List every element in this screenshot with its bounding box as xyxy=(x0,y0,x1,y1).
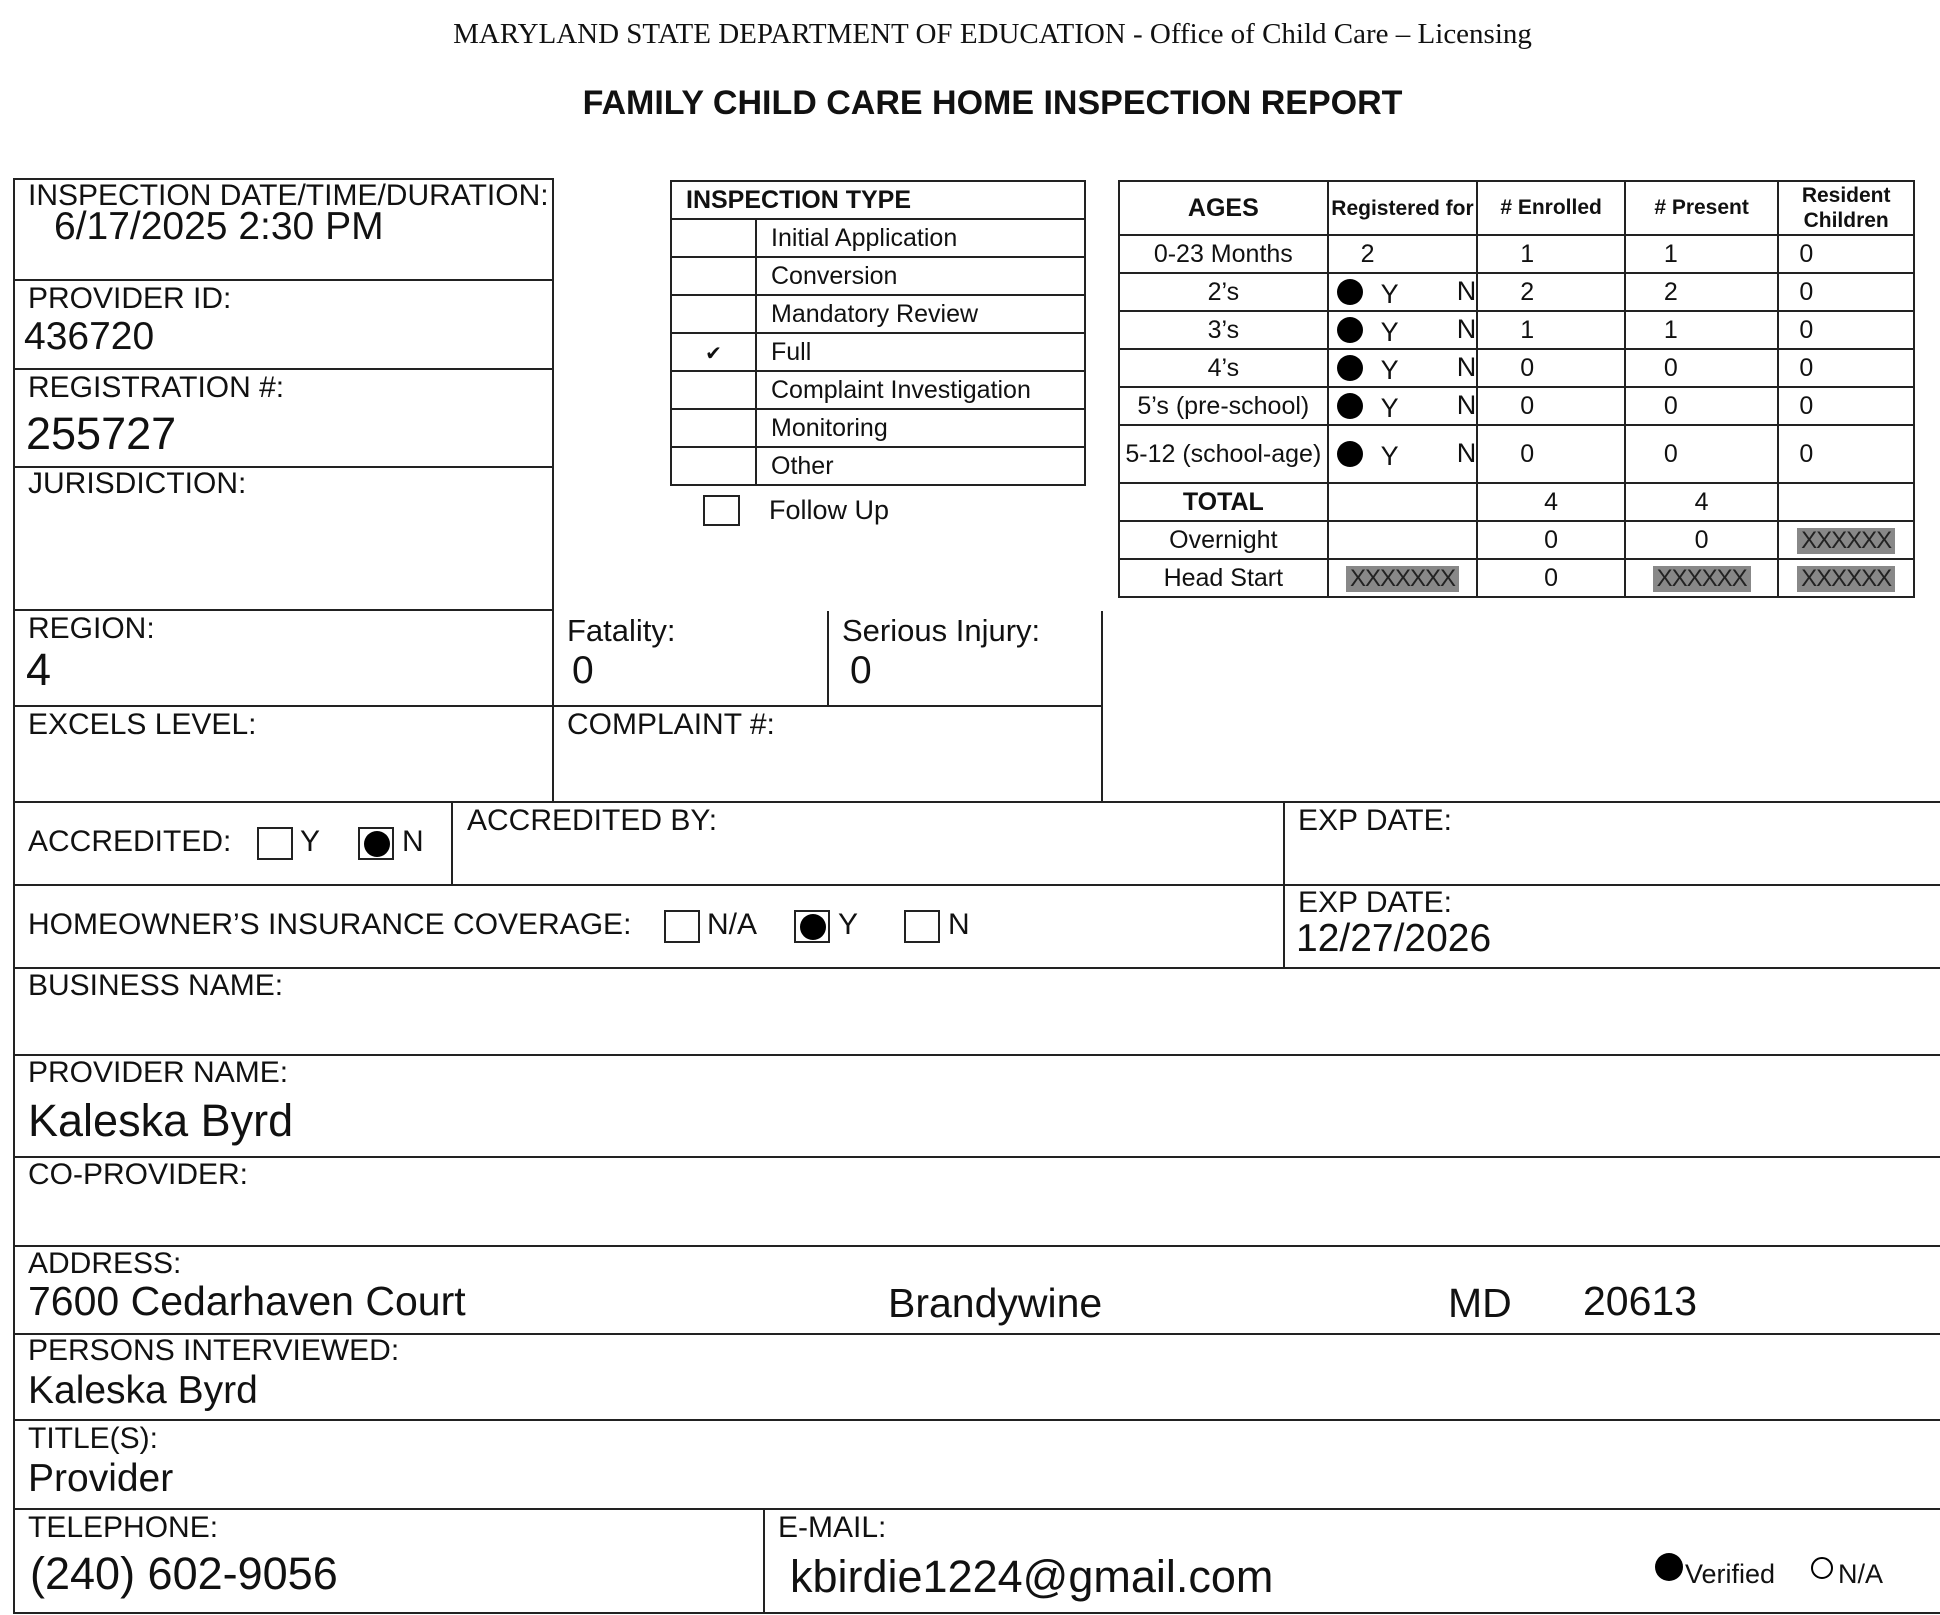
age-group-label: 5’s (pre-school) xyxy=(1119,387,1328,425)
accredited-by-label: ACCREDITED BY: xyxy=(467,804,718,837)
accred-exp-label: EXP DATE: xyxy=(1298,804,1452,837)
inspection-type-check-cell[interactable] xyxy=(671,219,756,257)
registered-cell xyxy=(1328,425,1478,483)
present-count: 0 xyxy=(1625,349,1778,387)
inspection-type-option: Mandatory Review xyxy=(756,295,1085,333)
accredited-yes-label: Y xyxy=(300,825,321,858)
registration-label: REGISTRATION #: xyxy=(28,371,285,404)
provider-id-value: 436720 xyxy=(24,315,155,358)
ages-header: AGES xyxy=(1119,181,1328,235)
provider-id-label: PROVIDER ID: xyxy=(28,282,232,315)
email-value: kbirdie1224@gmail.com xyxy=(790,1551,1274,1602)
inspection-type-row xyxy=(671,219,1085,257)
registered-no-label: N xyxy=(1456,390,1477,420)
registered-no-label: N xyxy=(1456,438,1477,468)
registered-yes-radio[interactable] xyxy=(1337,317,1363,343)
telephone-value: (240) 602-9056 xyxy=(30,1548,338,1599)
inspection-type-check-cell[interactable] xyxy=(671,409,756,447)
enrolled-header: # Enrolled xyxy=(1477,181,1625,235)
check-mark-icon: ✔ xyxy=(705,342,722,365)
total-present: 4 xyxy=(1625,483,1778,521)
co-provider-label: CO-PROVIDER: xyxy=(28,1158,249,1191)
ages-row xyxy=(1119,425,1914,483)
age-group-label: 0-23 Months xyxy=(1119,235,1328,273)
head-start-registered-redacted: XXXXXXX xyxy=(1346,566,1459,592)
enrolled-count: 1 xyxy=(1477,311,1625,349)
total-label: TOTAL xyxy=(1119,483,1328,521)
inspection-date-value: 6/17/2025 2:30 PM xyxy=(54,205,384,248)
serious-injury-label: Serious Injury: xyxy=(842,613,1041,648)
address-state: MD xyxy=(1448,1280,1512,1326)
enrolled-count: 0 xyxy=(1477,425,1625,483)
registration-value: 255727 xyxy=(26,408,177,459)
present-count: 1 xyxy=(1625,311,1778,349)
overnight-resident-redacted: XXXXXX xyxy=(1797,528,1895,554)
region-value: 4 xyxy=(26,644,52,695)
registered-cell xyxy=(1328,273,1478,311)
accredited-no-checkbox[interactable] xyxy=(358,827,394,860)
report-title: FAMILY CHILD CARE HOME INSPECTION REPORT xyxy=(582,84,1403,122)
inspection-type-check-cell[interactable] xyxy=(671,333,756,371)
age-group-label: 3’s xyxy=(1119,311,1328,349)
agency-header: MARYLAND STATE DEPARTMENT OF EDUCATION - Office of Child Care – Licensing xyxy=(453,18,1532,50)
follow-up-checkbox[interactable] xyxy=(703,495,740,526)
registered-yes-label: Y xyxy=(1380,279,1399,309)
resident-header: Resident Children xyxy=(1778,181,1914,235)
present-count: 0 xyxy=(1625,387,1778,425)
business-name-label: BUSINESS NAME: xyxy=(28,969,284,1002)
ages-row xyxy=(1119,387,1914,425)
region-label: REGION: xyxy=(28,612,155,645)
address-label: ADDRESS: xyxy=(28,1247,182,1280)
registered-yes-label: Y xyxy=(1380,317,1399,347)
age-group-label: 5-12 (school-age) xyxy=(1119,425,1328,483)
email-verified-label: Verified xyxy=(1685,1559,1776,1589)
inspection-type-option: Monitoring xyxy=(756,409,1085,447)
inspection-type-check-cell[interactable] xyxy=(671,371,756,409)
inspection-type-row xyxy=(671,371,1085,409)
inspection-type-option: Conversion xyxy=(756,257,1085,295)
age-group-label: 2’s xyxy=(1119,273,1328,311)
registered-yes-label: Y xyxy=(1380,393,1399,423)
registered-cell xyxy=(1328,311,1478,349)
resident-count: 0 xyxy=(1778,349,1914,387)
address-zip: 20613 xyxy=(1583,1278,1698,1324)
accredited-yes-checkbox[interactable] xyxy=(257,827,293,860)
enrolled-count: 0 xyxy=(1477,349,1625,387)
resident-count: 0 xyxy=(1778,273,1914,311)
inspection-type-option: Other xyxy=(756,447,1085,485)
email-na-label: N/A xyxy=(1838,1559,1884,1589)
enrolled-count: 2 xyxy=(1477,273,1625,311)
complaint-label: COMPLAINT #: xyxy=(567,708,775,741)
inspection-type-check-cell[interactable] xyxy=(671,257,756,295)
insurance-yes-checkbox[interactable] xyxy=(794,910,830,943)
insurance-no-checkbox[interactable] xyxy=(904,910,940,943)
inspection-type-option: Initial Application xyxy=(756,219,1085,257)
resident-count: 0 xyxy=(1778,311,1914,349)
resident-count: 0 xyxy=(1778,425,1914,483)
inspection-type-table xyxy=(670,180,1086,486)
registered-yes-label: Y xyxy=(1380,441,1399,471)
provider-name-value: Kaleska Byrd xyxy=(28,1095,294,1146)
jurisdiction-label: JURISDICTION: xyxy=(28,467,247,500)
email-na-radio[interactable] xyxy=(1811,1557,1833,1579)
resident-count: 0 xyxy=(1778,387,1914,425)
inspection-type-check-cell[interactable] xyxy=(671,447,756,485)
total-enrolled: 4 xyxy=(1477,483,1625,521)
accredited-label: ACCREDITED: xyxy=(28,825,232,858)
fatality-value: 0 xyxy=(572,649,594,692)
ages-row xyxy=(1119,235,1914,273)
registered-no-label: N xyxy=(1456,276,1477,306)
overnight-label: Overnight xyxy=(1119,521,1328,559)
ages-table xyxy=(1118,180,1915,598)
present-count: 1 xyxy=(1625,235,1778,273)
head-start-present-redacted: XXXXXX xyxy=(1653,566,1751,592)
ages-row xyxy=(1119,311,1914,349)
overnight-row xyxy=(1119,521,1914,559)
registered-yes-radio[interactable] xyxy=(1337,441,1363,467)
head-start-enrolled: 0 xyxy=(1477,559,1625,597)
registered-yes-radio[interactable] xyxy=(1337,393,1363,419)
excels-label: EXCELS LEVEL: xyxy=(28,708,257,741)
present-count: 0 xyxy=(1625,425,1778,483)
accredited-no-label: N xyxy=(402,825,424,858)
registered-cell: 2 xyxy=(1328,235,1478,273)
inspection-type-option: Full xyxy=(756,333,1085,371)
resident-count: 0 xyxy=(1778,235,1914,273)
fatality-label: Fatality: xyxy=(567,613,676,648)
address-street: 7600 Cedarhaven Court xyxy=(28,1278,466,1324)
insurance-yes-label: Y xyxy=(838,908,859,941)
inspection-date-label: INSPECTION DATE/TIME/DURATION: xyxy=(28,179,549,212)
ages-row xyxy=(1119,349,1914,387)
insurance-na-checkbox[interactable] xyxy=(664,910,700,943)
inspection-type-heading: INSPECTION TYPE xyxy=(671,181,1085,219)
overnight-present: 0 xyxy=(1625,521,1778,559)
registered-yes-label: Y xyxy=(1380,355,1399,385)
address-city: Brandywine xyxy=(888,1280,1103,1326)
insurance-label: HOMEOWNER’S INSURANCE COVERAGE: xyxy=(28,908,632,941)
insurance-no-label: N xyxy=(948,908,970,941)
inspection-type-check-cell[interactable] xyxy=(671,295,756,333)
titles-label: TITLE(S): xyxy=(28,1422,159,1455)
follow-up-label: Follow Up xyxy=(769,495,890,525)
present-count: 2 xyxy=(1625,273,1778,311)
inspection-type-row xyxy=(671,333,1085,371)
present-header: # Present xyxy=(1625,181,1778,235)
persons-interviewed-value: Kaleska Byrd xyxy=(28,1369,258,1412)
registered-header: Registered for xyxy=(1328,181,1478,235)
enrolled-count: 1 xyxy=(1477,235,1625,273)
selected-dot-icon xyxy=(364,831,390,857)
registered-yes-radio[interactable] xyxy=(1337,279,1363,305)
selected-dot-icon xyxy=(800,914,826,940)
insurance-na-label: N/A xyxy=(707,908,758,941)
ages-row xyxy=(1119,273,1914,311)
inspection-type-row xyxy=(671,409,1085,447)
serious-injury-value: 0 xyxy=(850,649,872,692)
age-group-label: 4’s xyxy=(1119,349,1328,387)
inspection-type-row xyxy=(671,447,1085,485)
insurance-exp-label: EXP DATE: xyxy=(1298,886,1452,919)
enrolled-count: 0 xyxy=(1477,387,1625,425)
inspection-type-option: Complaint Investigation xyxy=(756,371,1085,409)
overnight-enrolled: 0 xyxy=(1477,521,1625,559)
email-verified-radio[interactable] xyxy=(1655,1553,1683,1581)
persons-interviewed-label: PERSONS INTERVIEWED: xyxy=(28,1334,400,1367)
head-start-label: Head Start xyxy=(1119,559,1328,597)
total-row xyxy=(1119,483,1914,521)
registered-cell xyxy=(1328,387,1478,425)
head-start-resident-redacted: XXXXXX xyxy=(1797,566,1895,592)
registered-yes-radio[interactable] xyxy=(1337,355,1363,381)
insurance-exp-value: 12/27/2026 xyxy=(1296,917,1492,960)
telephone-label: TELEPHONE: xyxy=(28,1511,219,1544)
head-start-row xyxy=(1119,559,1914,597)
registered-no-label: N xyxy=(1456,352,1477,382)
email-label: E-MAIL: xyxy=(778,1511,887,1544)
registered-cell xyxy=(1328,349,1478,387)
provider-name-label: PROVIDER NAME: xyxy=(28,1056,289,1089)
inspection-type-row xyxy=(671,295,1085,333)
registered-no-label: N xyxy=(1456,314,1477,344)
titles-value: Provider xyxy=(28,1457,174,1500)
inspection-type-row xyxy=(671,257,1085,295)
